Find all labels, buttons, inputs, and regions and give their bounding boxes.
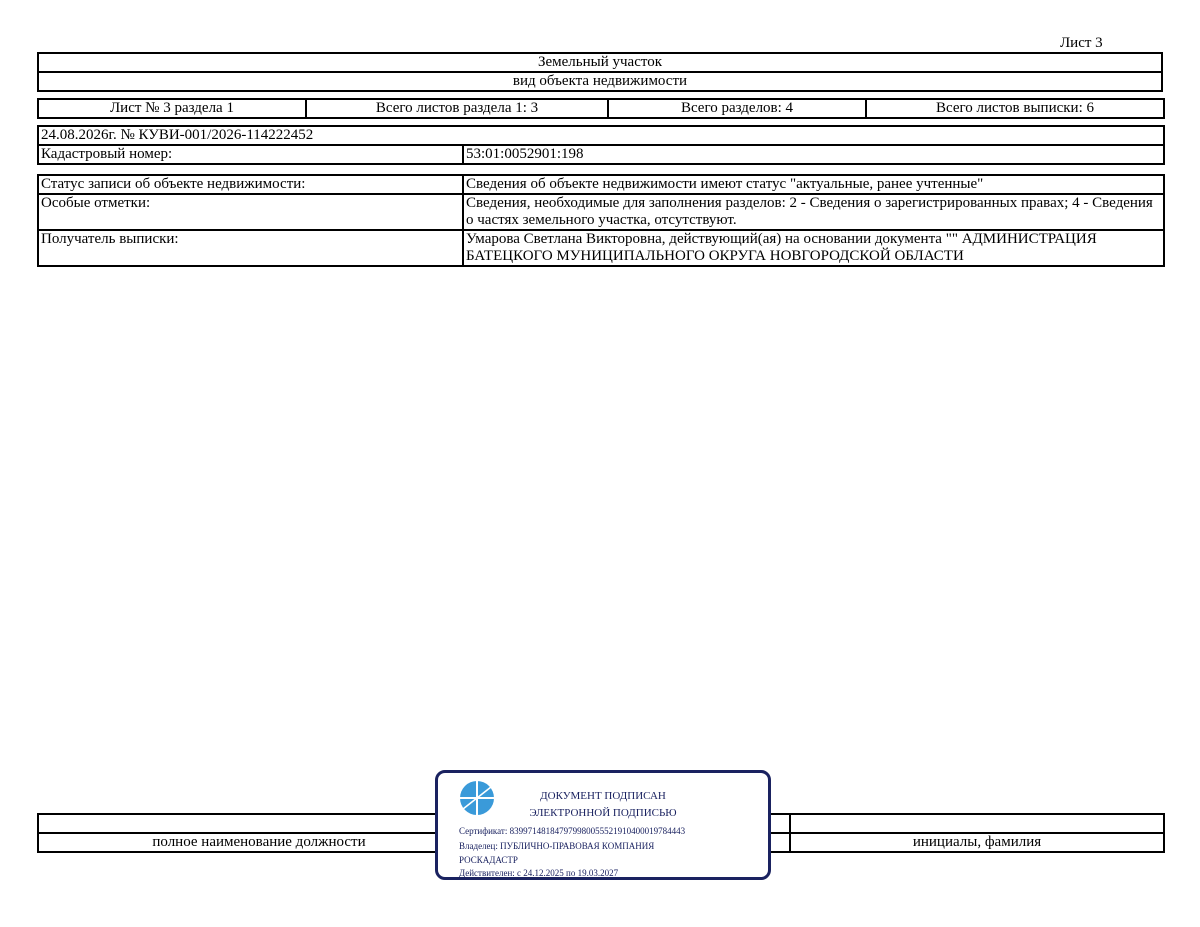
details-table bbox=[37, 174, 1165, 267]
object-kind-caption: вид объекта недвижимости bbox=[38, 72, 1162, 91]
total-sheets-section: Всего листов раздела 1: 3 bbox=[306, 99, 608, 118]
detail-row bbox=[38, 194, 1164, 230]
sheet-of-section: Лист № 3 раздела 1 bbox=[38, 99, 306, 118]
sheet-number: Лист 3 bbox=[1060, 35, 1103, 51]
stamp-owner-line1: Владелец: ПУБЛИЧНО-ПРАВОВАЯ КОМПАНИЯ bbox=[459, 841, 655, 851]
electronic-signature-stamp bbox=[435, 770, 771, 880]
detail-row bbox=[38, 175, 1164, 194]
total-sections: Всего разделов: 4 bbox=[608, 99, 866, 118]
total-sheets-extract: Всего листов выписки: 6 bbox=[866, 99, 1164, 118]
stamp-certificate: Сертификат: 839971481847979980055521910400019784443 bbox=[459, 826, 686, 836]
position-field bbox=[38, 814, 480, 833]
detail-label: Статус записи об объекте недвижимости: bbox=[38, 175, 463, 194]
detail-label: Получатель выписки: bbox=[38, 230, 463, 266]
detail-row bbox=[38, 230, 1164, 266]
detail-label: Особые отметки: bbox=[38, 194, 463, 230]
object-type: Земельный участок bbox=[38, 53, 1162, 72]
stamp-validity: Действителен: с 24.12.2025 по 19.03.2027 bbox=[459, 868, 619, 878]
document-info-table bbox=[37, 125, 1165, 165]
name-caption: инициалы, фамилия bbox=[790, 833, 1164, 852]
document-date-number: 24.08.2026г. № КУВИ-001/2026-114222452 bbox=[38, 126, 1164, 145]
detail-value: Умарова Светлана Викторовна, действующий(ая) на основании документа "" АДМИНИСТРАЦИЯ БАТЕЦКОГО МУНИЦИПАЛЬНОГО ОКРУГА НОВГОРОДСКОЙ ОБЛАСТИ bbox=[463, 230, 1164, 266]
cadastral-value: 53:01:0052901:198 bbox=[463, 145, 1164, 164]
detail-value: Сведения об объекте недвижимости имеют статус "актуальные, ранее учтенные" bbox=[463, 175, 1164, 194]
stamp-owner-line2: РОСКАДАСТР bbox=[459, 855, 518, 865]
name-field bbox=[790, 814, 1164, 833]
cadastral-label: Кадастровый номер: bbox=[38, 145, 463, 164]
object-header-table bbox=[37, 52, 1163, 92]
sheet-info-table bbox=[37, 98, 1165, 119]
position-caption: полное наименование должности bbox=[38, 833, 480, 852]
stamp-title-line1: ДОКУМЕНТ ПОДПИСАН bbox=[540, 790, 666, 802]
stamp-title-line2: ЭЛЕКТРОННОЙ ПОДПИСЬЮ bbox=[529, 807, 677, 819]
detail-value: Сведения, необходимые для заполнения разделов: 2 - Сведения о зарегистрированных правах; 4 - Сведения о частях земельного участка, отсутствуют. bbox=[463, 194, 1164, 230]
